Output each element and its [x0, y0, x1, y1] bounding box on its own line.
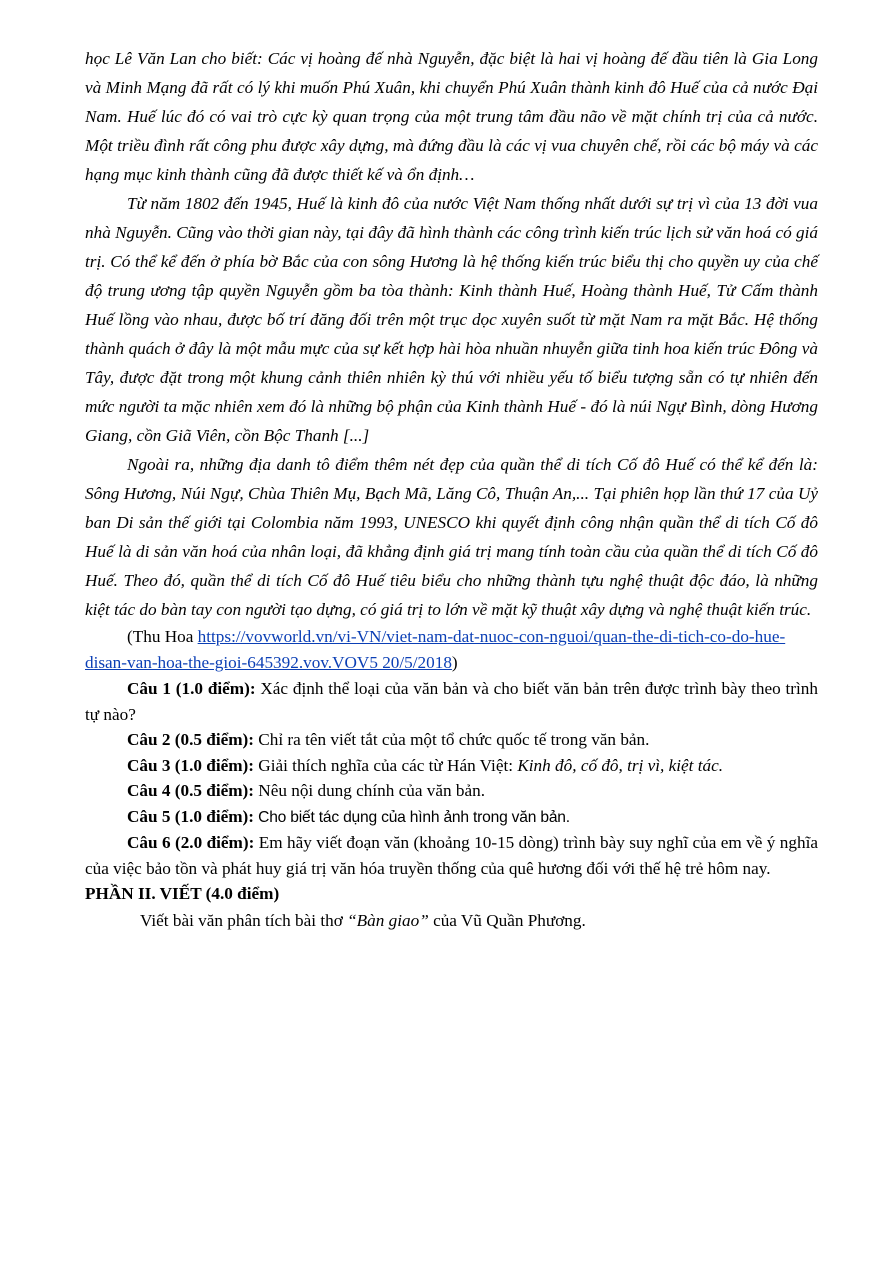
question-5 — [85, 804, 818, 831]
passage-paragraph-2: Từ năm 1802 đến 1945, Huế là kinh đô của nước Việt Nam thống nhất dưới sự trị vì của 13 đời vua nhà Nguyễn. Cũng vào thời gian này, tại đây đã hình thành các công trình kiến trúc lịch sử văn hoá có giá trị. Có thể kể đến ở phía bờ Bắc của con sông Hương là hệ thống kiến trúc biểu thị cho quyền uy của chế độ trung ương tập quyền Nguyễn gồm ba tòa thành: Kinh thành Huế, Hoàng thành Huế, Tử Cấm thành Huế lồng vào nhau, được bố trí đăng đối trên một trục dọc xuyên suốt từ mặt Nam ra mặt Bắc. Hệ thống thành quách ở đây là một mẫu mực của sự kết hợp hài hòa nhuần nhuyễn giữa tinh hoa kiến trúc Đông và Tây, được đặt trong một khung cảnh thiên nhiên kỳ thú với nhiều yếu tố biểu tượng sẵn có tự nhiên đến mức người ta mặc nhiên xem đó là những bộ phận của Kinh thành Huế - đó là núi Ngự Bình, dòng Hương Giang, cồn Giã Viên, cồn Bộc Thanh [...] — [85, 194, 818, 445]
source-prefix: (Thu Hoa — [127, 627, 198, 646]
question-6-label: Câu 6 (2.0 điểm): — [127, 833, 255, 852]
question-4-text: Nêu nội dung chính của văn bản. — [254, 781, 486, 800]
question-1-text: Xác định thể loại của văn bản và cho biết văn bản trên được trình bày theo trình tự nào? — [85, 679, 818, 724]
question-3-terms: Kinh đô, cố đô, trị vì, kiệt tác. — [517, 755, 724, 775]
question-4 — [85, 778, 818, 804]
poem-title: “Bàn giao” — [347, 911, 429, 930]
passage-paragraph-1: học Lê Văn Lan cho biết: Các vị hoàng đế nhà Nguyễn, đặc biệt là hai vị hoàng đế đầu tiên là Gia Long và Minh Mạng đã rất có lý khi muốn Phú Xuân, khi chuyển Phú Xuân thành kinh đô Huế của cả nước Đại Nam. Huế lúc đó có vai trò cực kỳ quan trọng của một trung tâm đầu não về mặt chính trị của cả nước. Một triều đình rất công phu được xây dựng, mà đứng đầu là các vị vua chuyên chế, rồi các bộ máy và các hạng mục kinh thành cũng đã được thiết kế và ổn định… — [85, 49, 818, 184]
question-3 — [85, 753, 818, 779]
question-3-label: Câu 3 (1.0 điểm): — [127, 755, 254, 775]
question-2-text: Chỉ ra tên viết tắt của một tổ chức quốc tế trong văn bản. — [254, 730, 650, 749]
source-suffix: ) — [451, 653, 458, 672]
writing-task-suffix: của Vũ Quần Phương. — [428, 911, 586, 930]
question-4-label: Câu 4 (0.5 điểm): — [127, 781, 254, 800]
section-2-heading: PHẦN II. VIẾT (4.0 điểm) — [85, 884, 280, 903]
reading-passage — [85, 44, 818, 624]
question-6 — [85, 830, 818, 881]
passage-paragraph-3: Ngoài ra, những địa danh tô điểm thêm nét đẹp của quần thể di tích Cố đô Huế có thể kể đến là: Sông Hương, Núi Ngự, Chùa Thiên Mụ, Bạch Mã, Lăng Cô, Thuận An,... Tại phiên họp lần thứ 17 của Uỷ ban Di sản thế giới tại Colombia năm 1993, UNESCO khi quyết định công nhận quần thể di tích Cố đô Huế là di sản văn hoá của nhân loại, đã khẳng định giá trị mang tính toàn cầu của quần thể di tích Cố đô Huế. Theo đó, quần thể di tích Cố đô Huế tiêu biểu cho những thành tựu nghệ thuật độc đáo, là những kiệt tác do bàn tay con người tạo dựng, có giá trị to lớn về mặt kỹ thuật xây dựng và nghệ thuật kiến trúc. — [85, 455, 818, 619]
question-6-text: Em hãy viết đoạn văn (khoảng 10-15 dòng) trình bày suy nghĩ của em về ý nghĩa của việc bảo tồn và phát huy giá trị văn hóa truyền thống của quê hương đối với thế hệ trẻ hôm nay. — [85, 833, 818, 878]
question-3-text: Giải thích nghĩa của các từ Hán Việt: — [254, 755, 518, 775]
source-link[interactable]: https://vovworld.vn/vi-VN/viet-nam-dat-nuoc-con-nguoi/quan-the-di-tich-co-do-hue-disan-van-hoa-the-gioi-645392.vov.VOV5 20/5/2018 — [85, 627, 786, 672]
document-page — [85, 44, 818, 935]
question-2-label: Câu 2 (0.5 điểm): — [127, 730, 254, 749]
question-5-text: Cho biết tác dụng của hình ảnh trong văn bản. — [254, 808, 570, 826]
writing-task-prefix: Viết bài văn phân tích bài thơ — [140, 911, 348, 930]
question-2 — [85, 727, 818, 753]
writing-task — [85, 906, 818, 935]
question-1 — [85, 676, 818, 727]
question-1-label: Câu 1 (1.0 điểm): — [127, 679, 256, 698]
question-5-label: Câu 5 (1.0 điểm): — [127, 806, 254, 826]
source-citation — [85, 624, 818, 676]
